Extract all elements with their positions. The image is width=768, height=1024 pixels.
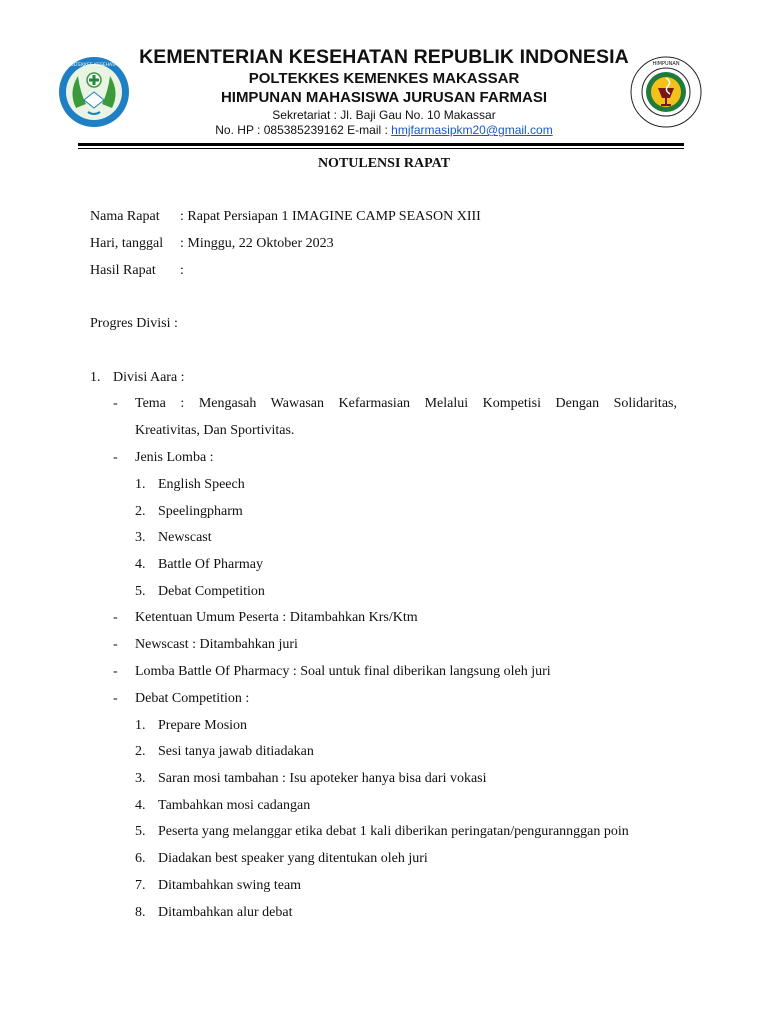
list-item: [0, 770, 768, 788]
list-item: [0, 529, 768, 547]
note-text: Ketentuan Umum Peserta : Ditambahkan Krs/Ktm: [135, 610, 418, 625]
logo-right-caption: HIMPUNAN: [652, 61, 680, 67]
list-text: Ditambahkan swing team: [158, 878, 302, 893]
list-text: Prepare Mosion: [158, 718, 248, 733]
division-number: 1.: [90, 370, 101, 385]
note-text: Newscast : Ditambahkan juri: [135, 637, 298, 652]
dash-bullet: -: [113, 396, 118, 411]
note-text: Lomba Battle Of Pharmacy : Soal untuk final diberikan langsung oleh juri: [135, 664, 551, 679]
list-number: 5.: [135, 824, 146, 839]
organization-name: HIMPUNAN MAHASISWA JURUSAN FARMASI: [220, 89, 548, 106]
meta-value: : Minggu, 22 Oktober 2023: [180, 236, 334, 251]
list-text: Speelingpharm: [158, 504, 243, 519]
list-item: [0, 476, 768, 494]
list-text: Tambahkan mosi cadangan: [158, 798, 311, 813]
list-item: [0, 797, 768, 815]
ministry-name: KEMENTERIAN KESEHATAN REPUBLIK INDONESIA: [139, 46, 629, 68]
meta-label: Hasil Rapat: [90, 263, 156, 278]
debate-heading: [0, 690, 768, 708]
list-number: 3.: [135, 530, 146, 545]
theme-line-1: Tema : Mengasah Wawasan Kefarmasian Melalui Kompetisi Dengan Solidaritas,: [135, 396, 677, 411]
competition-heading: [0, 449, 768, 467]
debate-heading-text: Debat Competition :: [135, 691, 250, 706]
dash-bullet: -: [113, 691, 118, 706]
list-number: 6.: [135, 851, 146, 866]
contact-line: [130, 123, 638, 137]
list-number: 4.: [135, 557, 146, 572]
dash-bullet: -: [113, 664, 118, 679]
address: Sekretariat : Jl. Baji Gau No. 10 Makassar: [272, 108, 496, 122]
list-item: [0, 583, 768, 601]
list-text: English Speech: [158, 477, 245, 492]
note-item: [0, 609, 768, 627]
meta-label: Hari, tanggal: [90, 236, 164, 251]
email-link[interactable]: hmjfarmasipkm20@gmail.com: [391, 123, 553, 137]
meta-row-nama-rapat: [0, 208, 768, 226]
list-item: [0, 743, 768, 761]
list-text: Diadakan best speaker yang ditentukan oleh juri: [158, 851, 428, 866]
list-text: Ditambahkan alur debat: [158, 905, 293, 920]
list-number: 2.: [135, 504, 146, 519]
division-heading: [0, 369, 768, 387]
meta-label: Nama Rapat: [90, 209, 160, 224]
list-number: 1.: [135, 477, 146, 492]
theme-line-2: Kreativitas, Dan Sportivitas.: [135, 423, 295, 438]
list-item: [0, 717, 768, 735]
list-number: 5.: [135, 584, 146, 599]
division-title: Divisi Aara :: [113, 370, 185, 385]
list-text: Saran mosi tambahan : Isu apoteker hanya bisa dari vokasi: [158, 771, 487, 786]
list-number: 2.: [135, 744, 146, 759]
list-item: [0, 877, 768, 895]
note-item: [0, 636, 768, 654]
document-title: NOTULENSI RAPAT: [317, 156, 451, 171]
institution-name: POLTEKKES KEMENKES MAKASSAR: [248, 70, 520, 87]
list-text: Peserta yang melanggar etika debat 1 kali diberikan peringatan/pengurannggan poin: [158, 824, 629, 839]
letterhead-rule-thick: [78, 143, 684, 146]
competition-heading-text: Jenis Lomba :: [135, 450, 214, 465]
list-item: [0, 556, 768, 574]
poltekkes-logo-icon: [58, 56, 130, 128]
list-number: 3.: [135, 771, 146, 786]
list-item: [0, 850, 768, 868]
list-item: [0, 904, 768, 922]
phone-text: No. HP : 085385239162 E-mail :: [215, 123, 392, 137]
letterhead-rule-thin: [78, 148, 684, 149]
list-text: Newscast: [158, 530, 212, 545]
meta-value: :: [180, 263, 184, 278]
list-number: 7.: [135, 878, 146, 893]
list-text: Debat Competition: [158, 584, 265, 599]
list-text: Battle Of Pharmay: [158, 557, 263, 572]
meta-value: : Rapat Persiapan 1 IMAGINE CAMP SEASON XIII: [180, 209, 481, 224]
dash-bullet: -: [113, 610, 118, 625]
list-number: 8.: [135, 905, 146, 920]
note-item: [0, 663, 768, 681]
list-item: [0, 823, 768, 841]
dash-bullet: -: [113, 637, 118, 652]
meta-row-hasil-rapat: [0, 262, 768, 280]
list-item: [0, 503, 768, 521]
logo-left-caption: POLTEKKES KESEHATAN: [67, 63, 121, 68]
hmj-farmasi-logo-icon: [630, 56, 702, 128]
dash-bullet: -: [113, 450, 118, 465]
meta-row-hari-tanggal: [0, 235, 768, 253]
progress-heading: Progres Divisi :: [90, 316, 178, 331]
list-text: Sesi tanya jawab ditiadakan: [158, 744, 314, 759]
list-number: 1.: [135, 718, 146, 733]
list-number: 4.: [135, 798, 146, 813]
